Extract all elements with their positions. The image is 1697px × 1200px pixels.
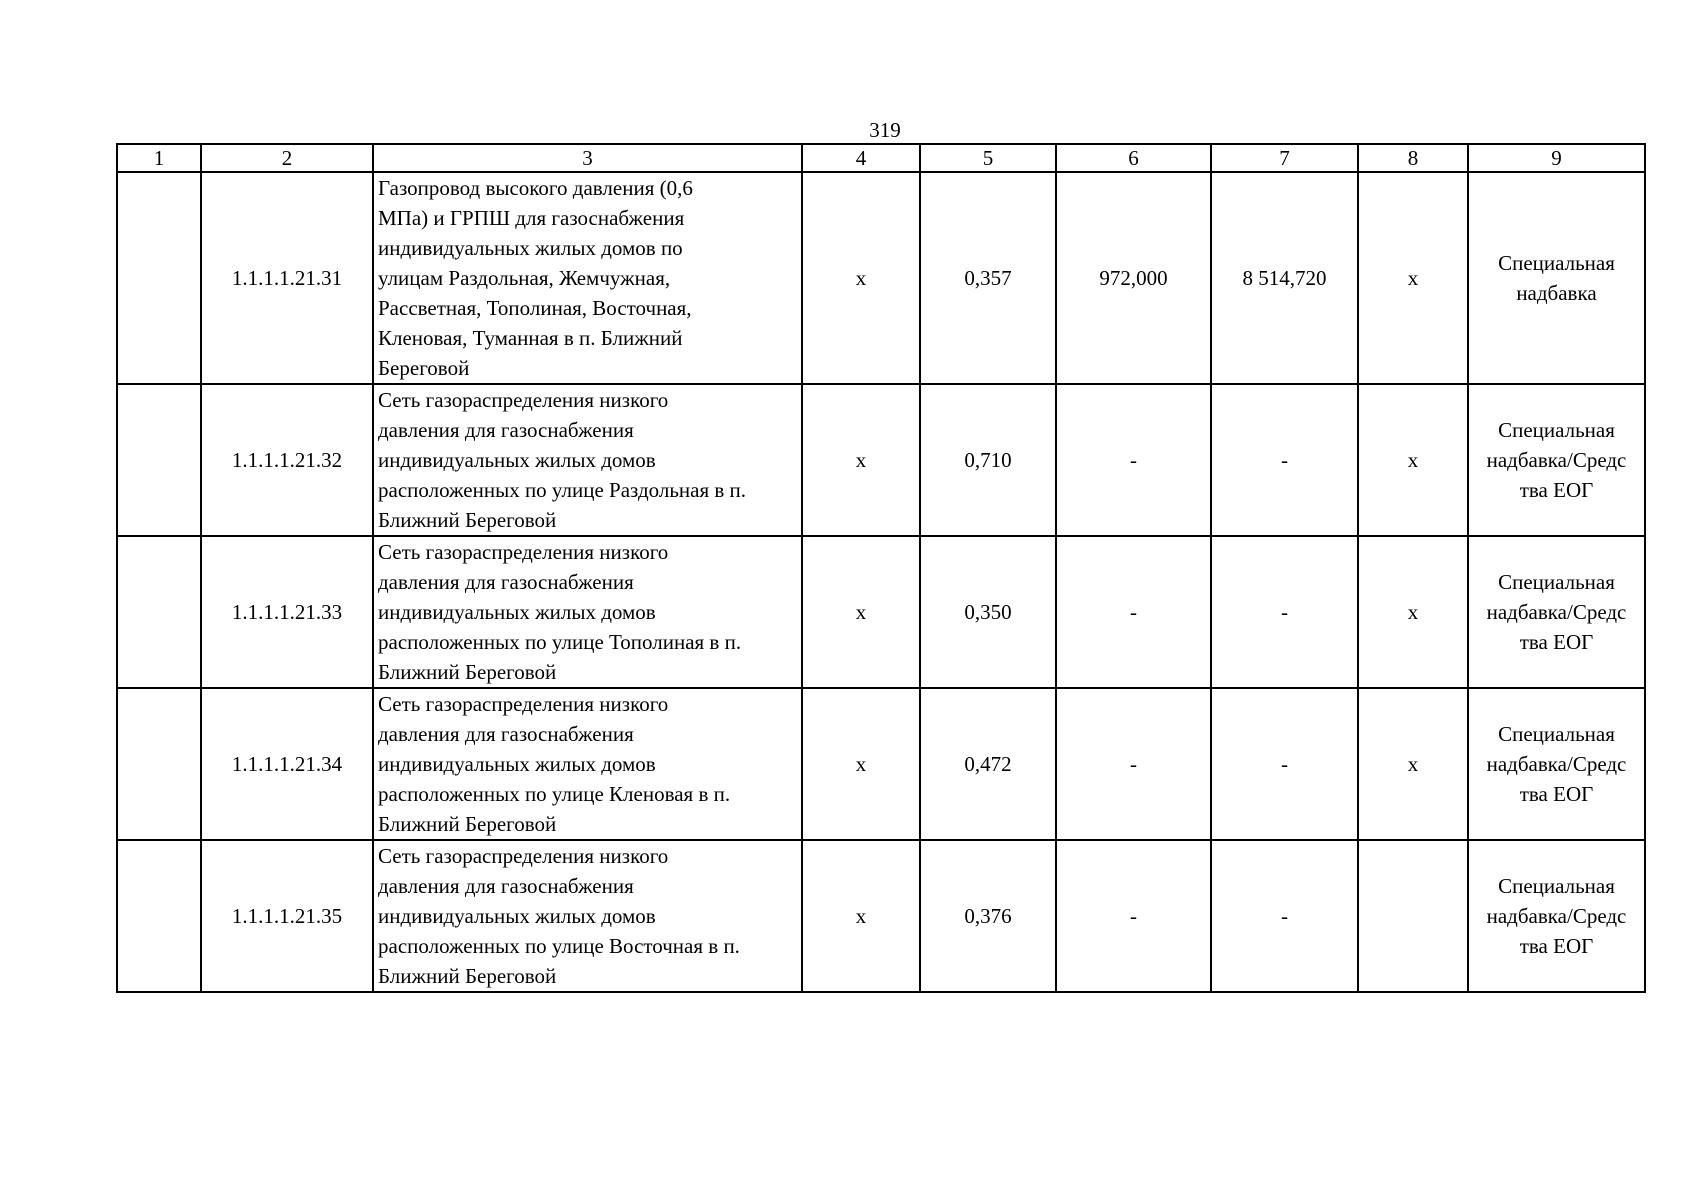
page-number: 319 <box>869 118 901 142</box>
funding-source-cell: Специальная надбавка/Средс тва ЕОГ <box>1468 384 1645 536</box>
col7-cell: - <box>1211 840 1358 992</box>
header-row <box>117 144 1645 172</box>
description-cell: Газопровод высокого давления (0,6 МПа) и ГРПШ для газоснабжения индивидуальных жилых домов по улицам Раздольная, Жемчужная, Рассветная, Тополиная, Восточная, Кленовая, Туманная в п. Ближний Береговой <box>373 172 802 384</box>
description-cell: Сеть газораспределения низкого давления для газоснабжения индивидуальных жилых домов расположенных по улице Тополиная в п. Ближний Береговой <box>373 536 802 688</box>
row-number-cell <box>117 384 201 536</box>
code-cell: 1.1.1.1.21.31 <box>201 172 373 384</box>
col4-cell: х <box>802 384 920 536</box>
col8-cell: х <box>1358 688 1468 840</box>
table-row <box>117 840 1645 992</box>
col4-cell: х <box>802 536 920 688</box>
col4-cell: х <box>802 840 920 992</box>
col7-cell: 8 514,720 <box>1211 172 1358 384</box>
header-cell-1: 1 <box>117 144 201 172</box>
col5-cell: 0,376 <box>920 840 1056 992</box>
col7-cell: - <box>1211 384 1358 536</box>
col6-cell: - <box>1056 688 1211 840</box>
header-cell-4: 4 <box>802 144 920 172</box>
funding-source-cell: Специальная надбавка <box>1468 172 1645 384</box>
header-cell-7: 7 <box>1211 144 1358 172</box>
header-cell-6: 6 <box>1056 144 1211 172</box>
table-row <box>117 172 1645 384</box>
data-table <box>116 143 1646 993</box>
col5-cell: 0,710 <box>920 384 1056 536</box>
code-cell: 1.1.1.1.21.34 <box>201 688 373 840</box>
row-number-cell <box>117 172 201 384</box>
col5-cell: 0,350 <box>920 536 1056 688</box>
funding-source-cell: Специальная надбавка/Средс тва ЕОГ <box>1468 688 1645 840</box>
table-row <box>117 536 1645 688</box>
row-number-cell <box>117 688 201 840</box>
col6-cell: 972,000 <box>1056 172 1211 384</box>
table-row <box>117 384 1645 536</box>
header-cell-5: 5 <box>920 144 1056 172</box>
col6-cell: - <box>1056 840 1211 992</box>
col8-cell: х <box>1358 172 1468 384</box>
description-cell: Сеть газораспределения низкого давления для газоснабжения индивидуальных жилых домов расположенных по улице Восточная в п. Ближний Береговой <box>373 840 802 992</box>
funding-source-cell: Специальная надбавка/Средс тва ЕОГ <box>1468 536 1645 688</box>
code-cell: 1.1.1.1.21.32 <box>201 384 373 536</box>
code-cell: 1.1.1.1.21.33 <box>201 536 373 688</box>
col7-cell: - <box>1211 688 1358 840</box>
header-cell-8: 8 <box>1358 144 1468 172</box>
header-cell-2: 2 <box>201 144 373 172</box>
header-cell-9: 9 <box>1468 144 1645 172</box>
table-row <box>117 688 1645 840</box>
col4-cell: х <box>802 688 920 840</box>
col4-cell: х <box>802 172 920 384</box>
col6-cell: - <box>1056 384 1211 536</box>
row-number-cell <box>117 840 201 992</box>
col7-cell: - <box>1211 536 1358 688</box>
col8-cell <box>1358 840 1468 992</box>
header-cell-3: 3 <box>373 144 802 172</box>
col8-cell: х <box>1358 536 1468 688</box>
description-cell: Сеть газораспределения низкого давления для газоснабжения индивидуальных жилых домов расположенных по улице Раздольная в п. Ближний Береговой <box>373 384 802 536</box>
col6-cell: - <box>1056 536 1211 688</box>
description-cell: Сеть газораспределения низкого давления для газоснабжения индивидуальных жилых домов расположенных по улице Кленовая в п. Ближний Береговой <box>373 688 802 840</box>
col5-cell: 0,357 <box>920 172 1056 384</box>
row-number-cell <box>117 536 201 688</box>
col5-cell: 0,472 <box>920 688 1056 840</box>
code-cell: 1.1.1.1.21.35 <box>201 840 373 992</box>
col8-cell: х <box>1358 384 1468 536</box>
funding-source-cell: Специальная надбавка/Средс тва ЕОГ <box>1468 840 1645 992</box>
